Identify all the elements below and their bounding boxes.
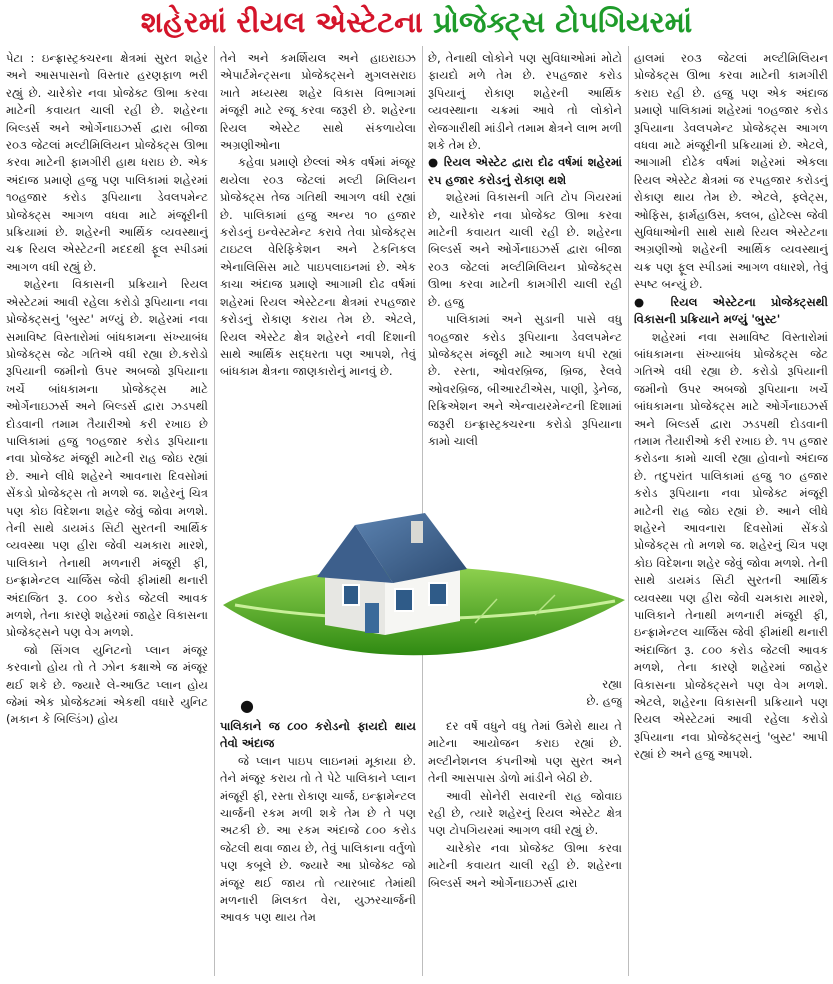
paragraph: પેટા : ઇન્ફ્રાસ્ટ્રક્ચરના ક્ષેત્રમાં સુરત શહેર અને આસપાસનો વિસ્તાર હરણફાળ ભરી રહ્યું છે. ચારેકોર નવા પ્રોજેક્ટ ઊભા કરવા માટેની કવાયત ચાલી રહી છે. શહેરના બિલ્ડર્સ અને ઓર્ગેનાઇઝર્સ દ્વારા બીજા ર૦૩ જેટલાં મલ્ટીમિલિયન પ્રોજેક્ટ્સ ઊભા કરવા માટેની ફામગીરી હાથ ધરાઇ છે. એક અંદાજ પ્રમાણે હજુ પણ પાલિકામાં શહેરમાં ૧૦હજાર કરોડ રૂપિયાના ડેવલપમેન્ટ પ્રોજેક્ટ્સ આગળ વધવા માટે મંજૂરીની પ્રક્રિયામાં છે. શહેરની આર્થિક વ્યવસ્થાનું ચક્ર રિયલ એસ્ટેટની મદદથી ફૂલ સ્પીડમાં આગળ વધી રહ્યું છે. [6,51,208,274]
paragraph: જો સિંગલ યુનિટનો પ્લાન મંજૂર કરવાનો હોય તો તે ઝોન કક્ષાએ જ મંજૂર થઈ શકે છે. જ્યારે લે-આઉટ પ્લાન હોય જેમાં એક પ્રોજેક્ટમાં એકથી વધારે યુનિટ (મકાન કે બિલ્ડિંગ) હોય [6,642,208,727]
paragraph: કહેવા પ્રમાણે છેલ્લાં એક વર્ષમાં મંજૂર થયેલા ર૦૩ જેટલાં મલ્ટી મિલિયન પ્રોજેક્ટ્સ તેજ ગતિથી આગળ વધી રહ્યાં છે. પાલિકામાં હજુ અન્ય ૧૦ હજાર કરોડનું ઇન્વેસ્ટમેન્ટ કરાવે તેવા પ્રોજેક્ટ્સ ટાઇટલ વેરિફિકેશન અને ટેકનિકલ એનાલિસિસ માટે પાઇપલાઇનમાં છે. એક કાચા અંદાજ પ્રમાણે આગામી દોઢ વર્ષમાં શહેરમાં રિયલ એસ્ટેટના ક્ષેત્રમાં રપહજાર કરોડનું રોકાણ કરાય તેમ છે. એટલે, રિયલ એસ્ટેટ ક્ષેત્ર શહેરને નવી દિશાની સાથે આર્થિક સદ્ધરતા પણ આપશે, તેવું બાંધકામ ક્ષેત્રના જાણકારોનું માનવું છે. [220,155,416,379]
paragraph: જે પ્લાન પાઇપ લાઇનમાં મૂકાયા છે. તેને મંજૂર કરાય તો તે પેટે પાલિકાને પ્લાન મંજૂરી ફી, રસ્તા રોકાણ ચાર્જ, ઇન્ફ્રામેન્ટલ ચાર્જની રકમ મળી શકે તેમ છે તે પણ અટકી છે. આ રકમ અંદાજે ૮૦૦ કરોડ જેટલી થવા જાય છે, તેવું પાલિકાના વર્તુળો પણ કબૂલે છે. જ્યારે આ પ્રોજેક્ટ જો મંજૂર થઈ જાય તો ત્યારબાદ તેમાંથી મળનારી મિલકત વેરા, યુઝરચાર્જની આવક પણ થાય તેમ [220,753,416,925]
paragraph: ચારેકોર નવા પ્રોજેક્ટ ઊભા કરવા માટેની કવાયત ચાલી રહી છે. શહેરના બિલ્ડર્સ અને ઓર્ગેનાઇઝર્સ દ્વારા [428,840,622,890]
paragraph: શહેરમાં વિકાસની ગતિ ટોપ ગિયરમાં છે, ચારેકોર નવા પ્રોજેક્ટ ઊભા કરવા માટેની કવાયત ચાલી રહી છે. શહેરના બિલ્ડર્સ અને ઓર્ગેનાઇઝર્સ દ્વારા બીજા ર૦૩ જેટલાં મલ્ટીમિલિયન પ્રોજેક્ટ્સ ઊભા કરવા માટેની કામગીરી ચાલી રહી છે. હજુ [428,190,622,309]
article-column-2-bottom [220,718,416,976]
bullet-icon: ● [240,696,254,715]
paragraph: દર વર્ષે વધુને વધુ તેમાં ઉમેરો થાય તે માટેના આયોજન કરાઇ રહ્યાં છે. મલ્ટીનેશનલ કંપનીઓ પણ સુરત અને તેની આસપાસ ડોળો માંડીને બેઠી છે. [428,719,622,786]
paragraph: છે. હજુ [586,694,622,709]
article-column-2-top [220,50,416,480]
paragraph: આવી સોનેરી સવારની રાહ જોવાઇ રહી છે, ત્યારે શહેરનું રિયલ એસ્ટેટ ક્ષેત્ર પણ ટોપગિયરમાં આગળ વધી રહ્યું છે. [428,788,622,838]
article-column-3-continuation [560,676,622,716]
paragraph: શહેરના વિકાસની પ્રક્રિયાને રિયલ એસ્ટેટમાં આવી રહેલા કરોડો રૂપિયાના નવા પ્રોજેક્ટ્સનું 'બુસ્ટ' મળ્યું છે. શહેરમાં નવા સમાવિષ્ટ વિસ્તારોમાં બાંધકામના સંખ્યાબંધ પ્રોજેક્ટ્સ જેટ ગતિએ વધી રહ્યા છે.કરોડો રૂપિયાની જમીનો ઉપર અબજો રૂપિયાના ખર્ચે બાંધકામના પ્રોજેક્ટ્સ માટે ઓર્ગેનાઇઝર્સ અને બિલ્ડર્સ દ્વારા ઝડપથી દોડવાની તમામ તૈયારીઓ કરી રખાઇ છે પાલિકામાં હજુ ૧૦હજાર કરોડ રૂપિયાના નવા પ્રોજેક્ટ મંજૂરી માટેની રાહ જોઇ રહ્યાં છે. આને લીધે શહેરને આવનારા દિવસોમાં સેંકડો પ્રોજેક્ટ્સ તો મળશે જ. શહેરનું ચિત્ર પણ કોઇ વિદેશના શહેર જેવું જોવા મળશે. તેની સાથે ડાયમંડ સિટી સુરતની આર્થિક વ્યવસ્થા પણ હીરા જેવી ચમકારા મારશે, પાલિકાને તેનાથી મળનારી મંજૂરી ફી, ઇન્ફ્રામેન્ટલ ચાર્જિસ જેવી ફીમાંથી થનારી અંદાજિત રૂ. ૮૦૦ કરોડ જેટલી આવક મળશે, તેના કારણે શહેરમાં જાહેર વિકાસના પ્રોજેક્ટ્સને પણ વેગ મળશે. [6,277,208,640]
paragraph: તેને અને કમર્શિયલ અને હાઇરાઇઝ એપાર્ટમેન્ટ્સના પ્રોજેક્ટ્સને મુગલસરાઇ ખાતે મધ્યસ્થ શહેર વિકાસ વિભાગમાં મંજૂરી માટે રજૂ કરવા જરૂરી છે. શહેરના રિયલ એસ્ટેટ સાથે સંકળાયેલા અગ્રણીઓના [220,51,416,153]
paragraph: પાલિકામાં અને સુડાની પાસે વધુ ૧૦હજાર કરોડ રૂપિયાના ડેવલપમેન્ટ પ્રોજેક્ટ્સ મંજૂરી માટે આગળ ધપી રહ્યાં છે. રસ્તા, ઓવરબ્રિજ, બ્રિજ, રેલવે ઓવરબ્રિજ, બીઆરટીએસ, પાણી, ડ્રેનેજ, રિક્રિએશન અને એન્વાયરમેન્ટની દિશામાં જરૂરી ઇન્ફ્રાસ્ટ્રક્ચરના કરોડો રૂપિયાના કામો ચાલી [428,312,622,448]
article-column-1 [6,50,208,976]
article-column-4 [634,50,828,976]
paragraph: શહેરમાં નવા સમાવિષ્ટ વિસ્તારોમાં બાંધકામના સંખ્યાબંધ પ્રોજેક્ટ્સ જેટ ગતિએ વધી રહ્યા છે. કરોડો રૂપિયાની જમીનો ઉપર અબજો રૂપિયાના ખર્ચે બાંધકામના પ્રોજેક્ટ્સ માટે ઓર્ગેનાઇઝર્સ અને બિલ્ડર્સ દ્વારા ઝડપથી દોડવાની તમામ તૈયારીઓ કરી રખાઇ છે. ૧૫ હજાર કરોડના કામો ચાલી રહ્યા હોવાનો અંદાજ છે. તદુપરાંત પાલિકામાં હજુ ૧૦ હજાર કરોડ રૂપિયાના નવા પ્રોજેક્ટ મંજૂરી માટેની રાહ જોઇ રહ્યાં છે. આને લીધે શહેરને આવનારા દિવસોમાં સેંકડો પ્રોજેક્ટ્સ તો મળશે જ. શહેરનું ચિત્ર પણ કોઇ વિદેશના શહેર જેવું જોવા મળશે. તેની સાથે ડાયમંડ સિટી સુરતની આર્થિક વ્યવસ્થા પણ હીરા જેવી ચમકારા મારશે, પાલિકાને તેનાથી મળનારી મંજૂરી ફી, ઇન્ફ્રામેન્ટલ ચાર્જિસ જેવી ફીમાંથી થનારી અંદાજિત રૂ. ૮૦૦ કરોડ જેટલી આવક મળશે, તેના કારણે શહેરમાં જાહેર વિકાસના પ્રોજેક્ટ્સને પણ વેગ મળશે. એટલે, શહેરના વિકાસની પ્રક્રિયાને પણ રિયલ એસ્ટેટમાં આવી રહેલા કરોડો રૂપિયાના નવા પ્રોજેક્ટ્સનું 'બુસ્ટ' આપી રહ્યાં છે અને હજુ આપશે. [634,329,828,762]
house-icon [317,513,467,635]
subheading: ● રિયલ એસ્ટેટ દ્વારા દોઢ વર્ષમાં શહેરમાં રપ હજાર કરોડનું રોકાણ થશે [428,155,622,187]
headline-part-green: પ્રોજેક્ટ્સ ટોપગિયરમાં [422,5,693,39]
article-column-3-bottom [428,718,622,976]
subheading: ● રિયલ એસ્ટેટના પ્રોજેક્ટ્સથી વિકાસની પ્રક્રિયાને મળ્યું 'બુસ્ટ' [634,294,828,327]
headline [0,0,833,44]
subheading: પાલિકાને જ ૮૦૦ કરોડનો ફાયદો થાય તેવો અંદાજ [220,719,416,751]
house-on-leaf-illustration [215,485,640,675]
headline-part-red: શહેરમાં રીયલ એસ્ટેટના [140,5,423,39]
paragraph: રહ્યા [602,677,622,691]
paragraph: છે, તેનાથી લોકોને પણ સુવિધાઓમાં મોટો ફાયદો મળે તેમ છે. રપહજાર કરોડ રૂપિયાનું રોકાણ શહેરની આર્થિક વ્યવસ્થાના ચક્રમાં આવે તો લોકોને રોજગારીથી માંડીને તમામ ક્ષેત્રને લાભ મળી શકે તેમ છે. [428,51,622,153]
paragraph: હાલમાં ર૦૩ જેટલાં મલ્ટીમિલિયન પ્રોજેક્ટ્સ ઊભા કરવા માટેની કામગીરી કરાઇ રહી છે. હજુ પણ એક અંદાજ પ્રમાણે પાલિકામાં શહેરમાં ૧૦હજાર કરોડ રૂપિયાના ડેવલપમેન્ટ પ્રોજેક્ટ્સ આગળ વધવા માટે મંજૂરીની પ્રક્રિયામાં છે. એટલે, આગામી દોઢેક વર્ષમાં શહેરમાં એકલા રિયલ એસ્ટેટ ક્ષેત્રમાં જ રપહજાર કરોડનું રોકાણ થાય તેમ છે. એટલે, ફ્લેટ્સ, ઓફિસ, ફાર્મહાઉસ, ક્લબ, હોટેલ્સ જેવી સુવિધાઓની સાથે સાથે રિયલ એસ્ટેટના અગ્રણીઓ શહેરની આર્થિક વ્યવસ્થાનું ચક્ર પણ ફૂલ સ્પીડમાં આગળ વધારશે, તેવું સ્પષ્ટ બન્યું છે. [634,51,828,292]
